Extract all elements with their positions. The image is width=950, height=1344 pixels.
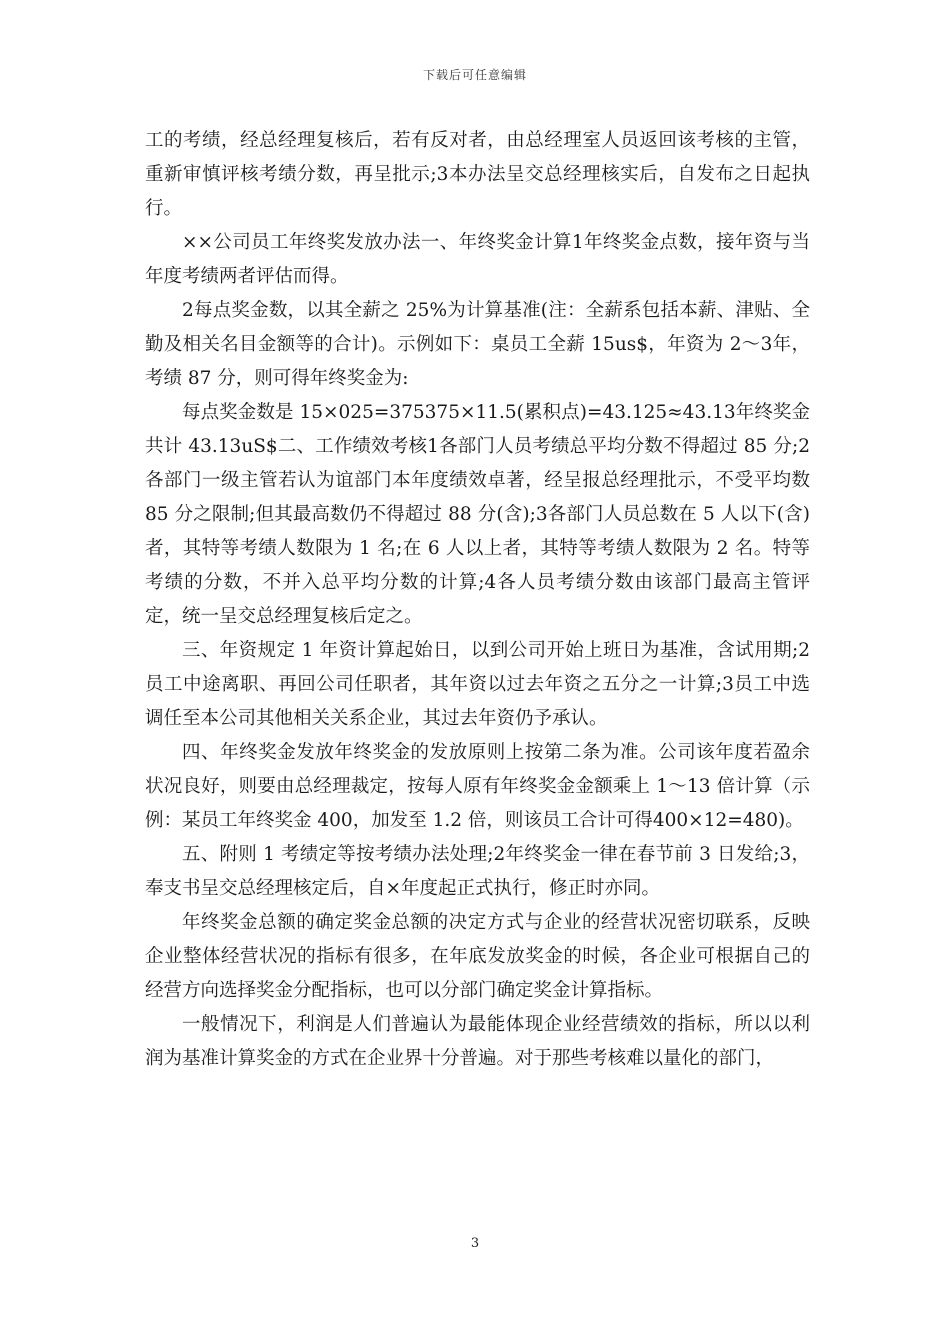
paragraph-4: 每点奖金数是 15×025=375375×11.5(累积点)=43.125≈43.13年终奖金共计 43.13uS$二、工作绩效考核1各部门人员考绩总平均分数不得超过 85 分;2各部门一级主管若认为谊部门本年度绩效卓著，经呈报总经理批示，不受平均数 85 分之限制;但其最高数仍不得超过 88 分(含);3各部门人员总数在 5 人以下(含)者，其特等考绩人数限为 1 名;在 6 人以上者，其特等考绩人数限为 2 名。特等考绩的分数，不并入总平均分数的计算;4各人员考绩分数由该部门最高主管评定，统一呈交总经理复核后定之。: [145, 402, 810, 627]
paragraph-9: 一般情况下，利润是人们普遍认为最能体现企业经营绩效的指标，所以以利润为基准计算奖金的方式在企业界十分普遍。对于那些考核难以量化的部门，: [145, 1014, 810, 1069]
paragraph-3: 2每点奖金数，以其全薪之 25%为计算基准(注：全薪系包括本薪、津贴、全勤及相关名目金额等的合计)。示例如下：桌员工全薪 15us$，年资为 2～3年，考绩 87 分，则可得年终奖金为:: [145, 300, 810, 389]
page-header-note: 下载后可任意编辑: [422, 68, 527, 82]
paragraph-5: 三、年资规定 1 年资计算起始日，以到公司开始上班日为基准，含试用期;2员工中途离职、再回公司任职者，其年资以过去年资之五分之一计算;3员工中选调任至本公司其他相关关系企业，其过去年资仍予承认。: [145, 640, 810, 729]
page-number: 3: [470, 1236, 480, 1251]
paragraph-1: 工的考绩，经总经理复核后，若有反对者，由总经理室人员返回该考核的主管，重新审慎评核考绩分数，再呈批示;3本办法呈交总经理核实后，自发布之日起执行。: [145, 130, 810, 219]
paragraph-2: ××公司员工年终奖发放办法一、年终奖金计算1年终奖金点数，接年资与当年度考绩两者评估而得。: [145, 232, 810, 287]
paragraph-6: 四、年终奖金发放年终奖金的发放原则上按第二条为准。公司该年度若盈余状况良好，则要由总经理裁定，按每人原有年终奖金金额乘上 1～13 倍计算（示例：某员工年终奖金 400，加发至 1.2 倍，则该员工合计可得400×12=480)。: [145, 742, 810, 831]
document-body: [145, 124, 810, 1076]
paragraph-8: 年终奖金总额的确定奖金总额的决定方式与企业的经营状况密切联系，反映企业整体经营状况的指标有很多，在年底发放奖金的时候，各企业可根据自己的经营方向选择奖金分配指标，也可以分部门确定奖金计算指标。: [145, 912, 810, 1001]
paragraph-7: 五、附则 1 考绩定等按考绩办法处理;2年终奖金一律在春节前 3 日发给;3，奉支书呈交总经理核定后，自×年度起正式执行，修正时亦同。: [145, 844, 810, 899]
